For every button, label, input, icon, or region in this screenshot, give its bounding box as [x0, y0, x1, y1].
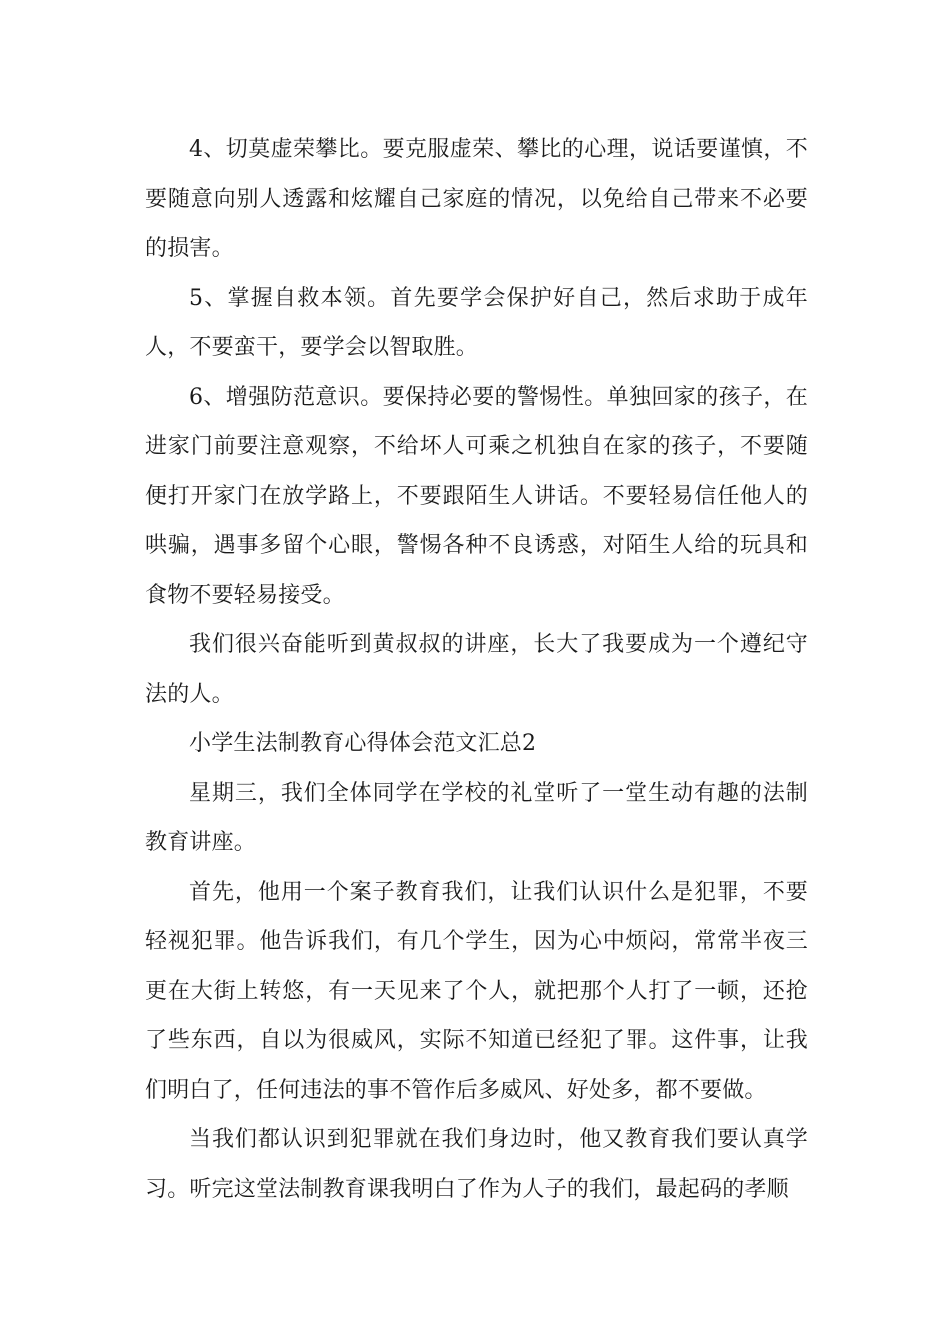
- paragraph-item-5: 5、掌握自救本领。首先要学会保护好自己，然后求助于成年人，不要蛮干，要学会以智取胜。: [145, 285, 808, 360]
- paragraph-case: 首先，他用一个案子教育我们，让我们认识什么是犯罪，不要轻视犯罪。他告诉我们，有几个学生，因为心中烦闷，常常半夜三更在大街上转悠，有一天见来了个人，就把那个人打了一顿，还抢了些东西，自以为很威风，实际不知道已经犯了罪。这件事，让我们明白了，任何违法的事不管作后多威风、好处多，都不要做。: [145, 879, 808, 1103]
- paragraph-study: 当我们都认识到犯罪就在我们身边时，他又教育我们要认真学习。听完这堂法制教育课我明白了作为人子的我们，最起码的孝顺: [145, 1127, 808, 1202]
- paragraph-closing: 我们很兴奋能听到黄叔叔的讲座，长大了我要成为一个遵纪守法的人。: [145, 632, 808, 707]
- paragraph-item-6: 6、增强防范意识。要保持必要的警惕性。单独回家的孩子，在进家门前要注意观察，不给坏人可乘之机独自在家的孩子，不要随便打开家门在放学路上，不要跟陌生人讲话。不要轻易信任他人的哄骗，遇事多留个心眼，警惕各种不良诱惑，对陌生人给的玩具和食物不要轻易接受。: [145, 384, 808, 608]
- document-body: [145, 125, 808, 1214]
- section-heading: 小学生法制教育心得体会范文汇总2: [189, 731, 537, 756]
- paragraph-item-4: 4、切莫虚荣攀比。要克服虚荣、攀比的心理，说话要谨慎，不要随意向别人透露和炫耀自己家庭的情况，以免给自己带来不必要的损害。: [145, 137, 808, 261]
- paragraph-intro: 星期三，我们全体同学在学校的礼堂听了一堂生动有趣的法制教育讲座。: [145, 780, 808, 855]
